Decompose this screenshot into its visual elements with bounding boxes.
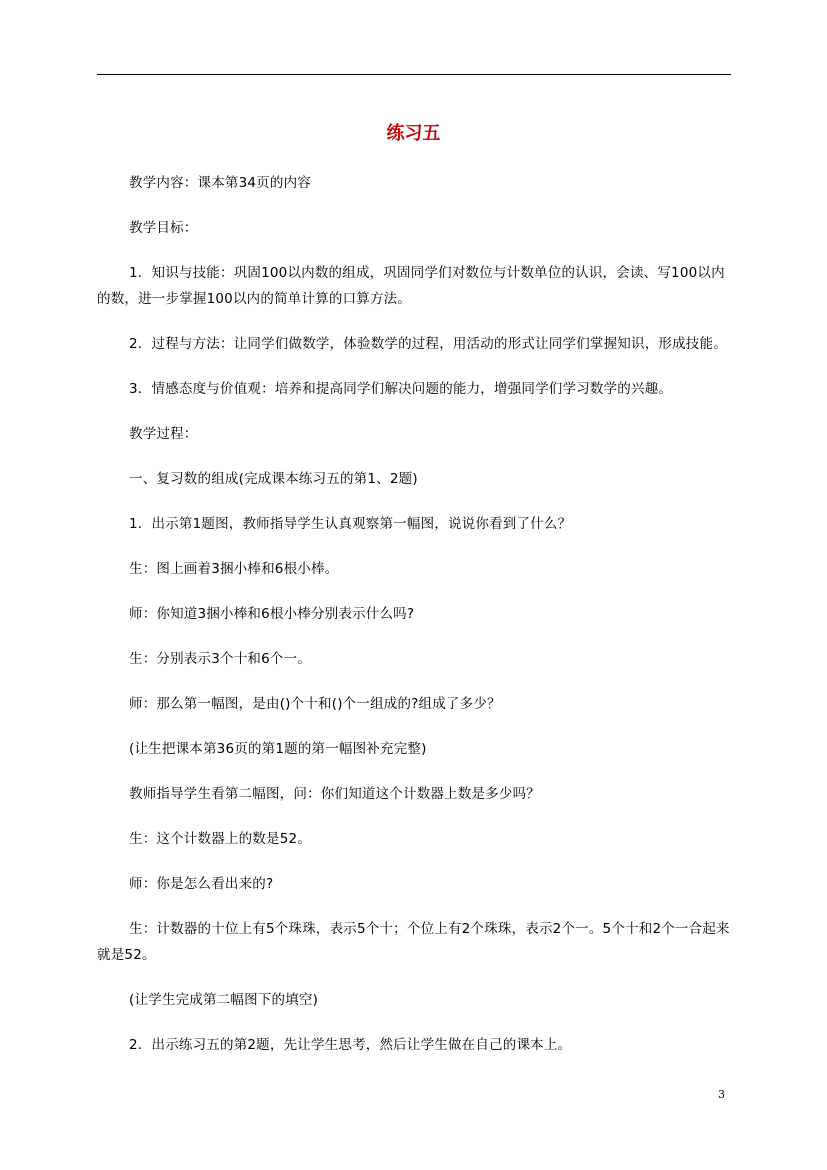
paragraph-objective-1: 1．知识与技能：巩固100以内数的组成，巩固同学们对数位与计数单位的认识，会读、写100以内的数，进一步掌握100以内的简单计算的口算方法。	[97, 265, 725, 307]
paragraph-dialogue: 生：分别表示3个十和6个一。	[129, 651, 311, 667]
paragraph-dialogue: 师：那么第一幅图，是由()个十和()个一组成的?组成了多少？	[129, 696, 501, 712]
page-number: 3	[718, 1088, 725, 1101]
paragraph-objectives-heading: 教学目标：	[129, 220, 198, 236]
page-title: 练习五	[386, 123, 441, 144]
paragraph-note: (让学生完成第二幅图下的填空)	[129, 992, 319, 1008]
paragraph-step-2: 2．出示练习五的第2题，先让学生思考，然后让学生做在自己的课本上。	[129, 1037, 572, 1053]
paragraph-dialogue: 师：你是怎么看出来的?	[129, 876, 274, 892]
document-body	[97, 170, 733, 1077]
paragraph-objective-3: 3．情感态度与价值观：培养和提高同学们解决问题的能力，增强同学们学习数学的兴趣。	[129, 381, 673, 397]
paragraph-dialogue: 生：计数器的十位上有5个珠珠，表示5个十；个位上有2个珠珠，表示2个一。5个十和2个一合起来就是52。	[97, 921, 730, 963]
paragraph-note: (让生把课本第36页的第1题的第一幅图补充完整)	[129, 741, 427, 757]
paragraph-content: 教学内容：课本第34页的内容	[129, 175, 311, 191]
paragraph-section-1: 一、复习数的组成(完成课本练习五的第1、2题)	[129, 471, 418, 487]
paragraph-objective-2: 2．过程与方法：让同学们做数学，体验数学的过程，用活动的形式让同学们掌握知识，形成技能。	[129, 336, 727, 352]
header-rule	[97, 74, 731, 75]
paragraph-dialogue: 生：这个计数器上的数是52。	[129, 831, 311, 847]
paragraph-dialogue: 生：图上画着3捆小棒和6根小棒。	[129, 561, 339, 577]
paragraph-dialogue: 师：你知道3捆小棒和6根小棒分别表示什么吗?	[129, 606, 415, 622]
paragraph-dialogue: 教师指导学生看第二幅图，问：你们知道这个计数器上数是多少吗？	[129, 786, 540, 802]
paragraph-step-1: 1．出示第1题图，教师指导学生认真观察第一幅图，说说你看到了什么？	[129, 516, 572, 532]
paragraph-process-heading: 教学过程：	[129, 426, 198, 442]
